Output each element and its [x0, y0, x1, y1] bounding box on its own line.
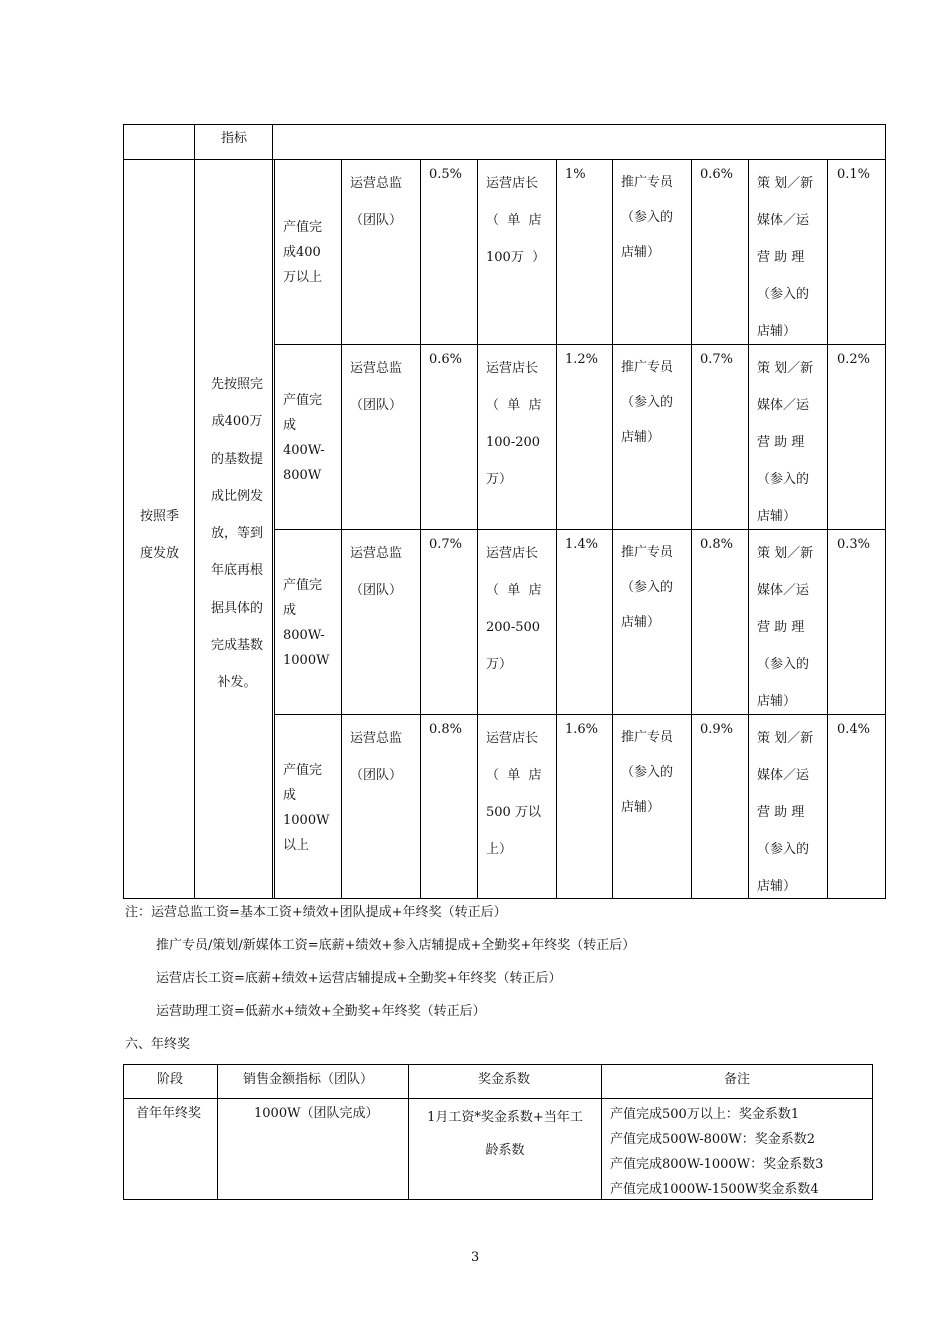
section-title: 六、年终奖: [125, 1037, 191, 1052]
header-indicator-label: 指标: [221, 131, 248, 146]
page-number: 3: [471, 1250, 480, 1265]
bonus-header-target: 销售金额指标（团队）: [243, 1072, 374, 1087]
promoter-label: 推广专员 （参入的 店辅）: [621, 360, 674, 445]
director-rate: 0.8%: [429, 722, 463, 737]
manager-label: 运营店长 （ 单 店 100万 ）: [486, 176, 546, 265]
planner-label: 策 划／新 媒体／运 营 助 理 （参入的 店辅）: [757, 546, 814, 709]
director-label: 运营总监 （团队）: [350, 176, 403, 228]
tier-target: 产值完 成 800W- 1000W: [283, 578, 330, 668]
planner-label: 策 划／新 媒体／运 营 助 理 （参入的 店辅）: [757, 361, 814, 524]
bonus-target: 1000W（团队完成）: [254, 1106, 379, 1121]
manager-label: 运营店长 （ 单 店 200-500 万）: [486, 546, 542, 672]
note-director-salary: 注：运营总监工资=基本工资+绩效+团队提成+年终奖（转正后）: [125, 905, 507, 920]
note-promoter-salary: 推广专员/策划/新媒体工资=底薪+绩效+参入店辅提成+全勤奖+年终奖（转正后）: [156, 938, 636, 953]
payout-method: 先按照完 成400万 的基数提 成比例发 放，等到 年底再根 据具体的 完成基数 补发。: [210, 377, 263, 691]
manager-rate: 1.2%: [565, 352, 599, 367]
tier-target: 产值完 成 400W- 800W: [283, 393, 325, 483]
manager-label: 运营店长 （ 单 店 500 万以 上）: [486, 731, 542, 857]
promoter-label: 推广专员 （参入的 店辅）: [621, 175, 674, 260]
bonus-stage: 首年年终奖: [136, 1106, 202, 1121]
bonus-header-coefficient: 奖金系数: [478, 1072, 531, 1087]
manager-rate: 1.4%: [565, 537, 599, 552]
promoter-rate: 0.8%: [700, 537, 734, 552]
tier-target: 产值完 成400 万以上: [283, 220, 323, 285]
promoter-rate: 0.7%: [700, 352, 734, 367]
bonus-coefficient: 1月工资*奖金系数+当年工 龄系数: [427, 1110, 583, 1158]
note-assistant-salary: 运营助理工资=低薪水+绩效+全勤奖+年终奖（转正后）: [156, 1004, 486, 1019]
promoter-label: 推广专员 （参入的 店辅）: [621, 730, 674, 815]
planner-label: 策 划／新 媒体／运 营 助 理 （参入的 店辅）: [757, 176, 814, 339]
promoter-rate: 0.6%: [700, 167, 734, 182]
planner-rate: 0.4%: [837, 722, 871, 737]
note-manager-salary: 运营店长工资=底薪+绩效+运营店辅提成+全勤奖+年终奖（转正后）: [156, 971, 562, 986]
manager-label: 运营店长 （ 单 店 100-200 万）: [486, 361, 542, 487]
director-label: 运营总监 （团队）: [350, 361, 403, 413]
planner-rate: 0.2%: [837, 352, 871, 367]
director-rate: 0.6%: [429, 352, 463, 367]
planner-rate: 0.1%: [837, 167, 871, 182]
director-rate: 0.7%: [429, 537, 463, 552]
director-label: 运营总监 （团队）: [350, 546, 403, 598]
bonus-header-stage: 阶段: [157, 1072, 184, 1087]
promoter-label: 推广专员 （参入的 店辅）: [621, 545, 674, 630]
bonus-header-remarks: 备注: [724, 1072, 751, 1087]
director-rate: 0.5%: [429, 167, 463, 182]
manager-rate: 1.6%: [565, 722, 599, 737]
payout-period: 按照季 度发放: [140, 509, 180, 561]
bonus-remarks: 产值完成500万以上：奖金系数1 产值完成500W-800W：奖金系数2 产值完成800W-1000W：奖金系数3 产值完成1000W-1500W奖金系数4: [610, 1107, 824, 1197]
promoter-rate: 0.9%: [700, 722, 734, 737]
tier-target: 产值完 成 1000W 以上: [283, 763, 330, 853]
planner-label: 策 划／新 媒体／运 营 助 理 （参入的 店辅）: [757, 731, 814, 894]
planner-rate: 0.3%: [837, 537, 871, 552]
director-label: 运营总监 （团队）: [350, 731, 403, 783]
manager-rate: 1%: [565, 167, 586, 182]
